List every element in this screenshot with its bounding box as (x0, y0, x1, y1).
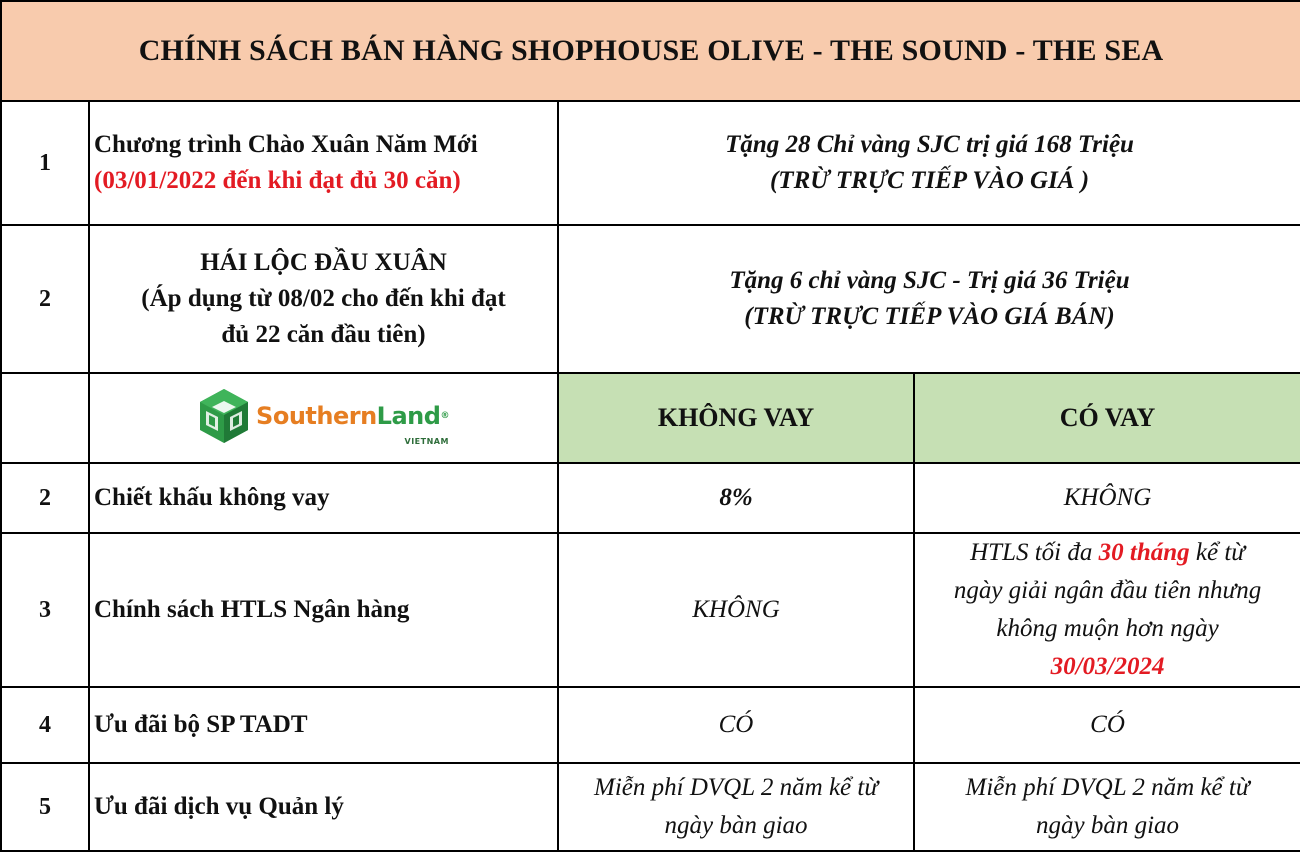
table-row (1, 225, 1300, 373)
row-label (89, 225, 558, 373)
row-label: Ưu đãi dịch vụ Quản lý (89, 763, 558, 851)
loan-date: 30/03/2024 (1050, 653, 1165, 680)
logo-text-land: Land (376, 401, 441, 430)
loan-line: không muộn hơn ngày (996, 615, 1219, 642)
logo-subtitle: VIETNAM (404, 436, 449, 446)
row-index: 5 (1, 763, 89, 851)
row-index: 1 (1, 101, 89, 225)
loan-highlight: 30 tháng (1098, 539, 1190, 566)
label-line: đủ 22 căn đầu tiên) (221, 321, 426, 348)
promo-cell (558, 225, 1300, 373)
row-label (89, 101, 558, 225)
table-row (1, 687, 1300, 763)
loan-prefix: HTLS tối đa (970, 539, 1099, 566)
label-line: HÁI LỘC ĐẦU XUÂN (200, 249, 447, 276)
loan-value (914, 763, 1300, 851)
table-row (1, 533, 1300, 687)
cube-logo-icon (198, 387, 250, 445)
no-loan-value: CÓ (558, 687, 914, 763)
logo-wordmark (256, 401, 449, 446)
label-line: Chương trình Chào Xuân Năm Mới (94, 131, 478, 158)
label-line: (Áp dụng từ 08/02 cho đến khi đạt (141, 285, 506, 312)
column-header-loan: CÓ VAY (914, 373, 1300, 463)
promo-line: Tặng 28 Chỉ vàng SJC trị giá 168 Triệu (725, 131, 1134, 158)
no-loan-value: 8% (558, 463, 914, 533)
logo-text-southern: Southern (256, 401, 377, 430)
value-line: Miễn phí DVQL 2 năm kể từ (594, 774, 878, 801)
column-header-no-loan: KHÔNG VAY (558, 373, 914, 463)
table-row (1, 763, 1300, 851)
row-index: 2 (1, 463, 89, 533)
value-line: Miễn phí DVQL 2 năm kể từ (965, 774, 1250, 801)
loan-value: CÓ (914, 687, 1300, 763)
southernland-logo (198, 387, 449, 445)
row-index: 3 (1, 533, 89, 687)
table-row (1, 463, 1300, 533)
no-loan-value (558, 763, 914, 851)
no-loan-value: KHÔNG (558, 533, 914, 687)
title-row (1, 1, 1300, 101)
table-title: CHÍNH SÁCH BÁN HÀNG SHOPHOUSE OLIVE - THE SOUND - THE SEA (1, 1, 1300, 101)
label-date-range: (03/01/2022 đến khi đạt đủ 30 căn) (94, 167, 461, 194)
row-label: Chính sách HTLS Ngân hàng (89, 533, 558, 687)
loan-value (914, 533, 1300, 687)
loan-line (919, 534, 1296, 572)
row-index: 4 (1, 687, 89, 763)
loan-suffix: kể từ (1189, 539, 1245, 566)
logo-cell (89, 373, 558, 463)
promo-cell (558, 101, 1300, 225)
row-index: 2 (1, 225, 89, 373)
row-label: Chiết khấu không vay (89, 463, 558, 533)
promo-line: Tặng 6 chỉ vàng SJC - Trị giá 36 Triệu (729, 267, 1130, 294)
table-row (1, 101, 1300, 225)
empty-cell (1, 373, 89, 463)
loan-value: KHÔNG (914, 463, 1300, 533)
promo-line: (TRỪ TRỰC TIẾP VÀO GIÁ BÁN) (744, 303, 1115, 330)
value-line: ngày bàn giao (664, 812, 808, 839)
header-row (1, 373, 1300, 463)
value-line: ngày bàn giao (1035, 812, 1180, 839)
promo-line: (TRỪ TRỰC TIẾP VÀO GIÁ ) (769, 167, 1090, 194)
row-label: Ưu đãi bộ SP TADT (89, 687, 558, 763)
loan-line: ngày giải ngân đầu tiên nhưng (953, 577, 1262, 604)
logo-registered-mark: ® (440, 410, 449, 421)
